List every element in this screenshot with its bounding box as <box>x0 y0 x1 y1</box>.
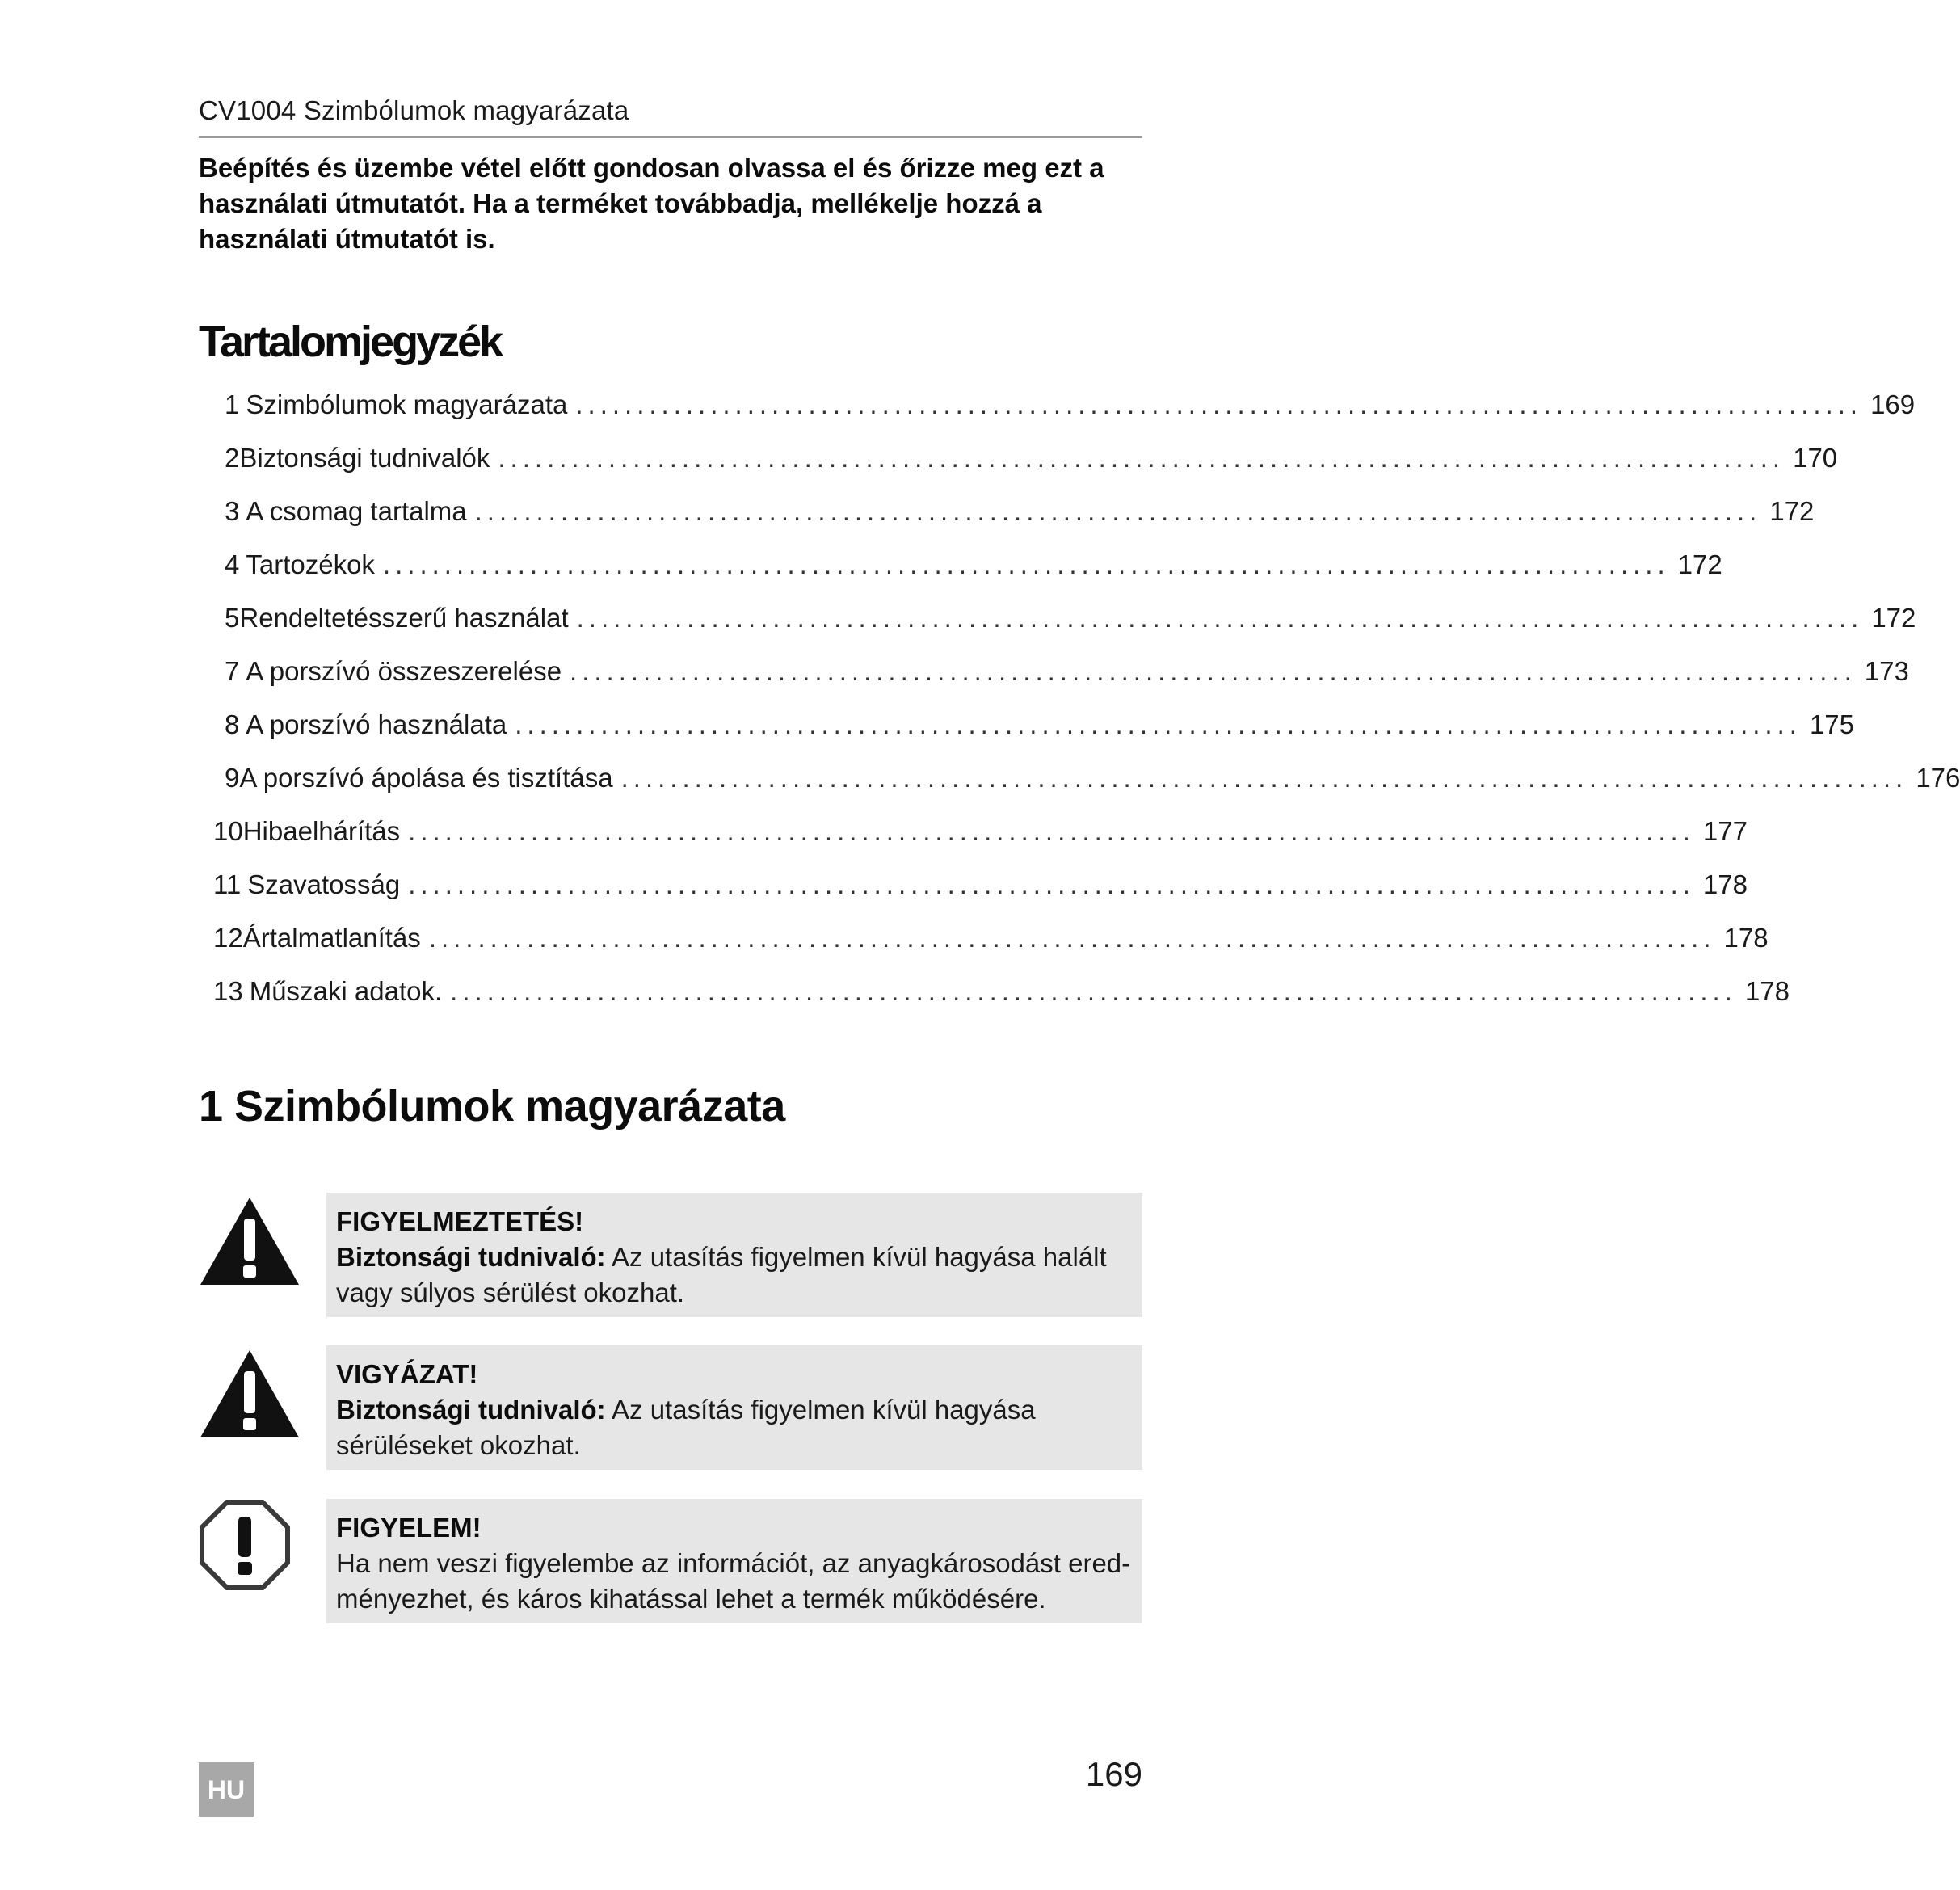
toc-leader-dots: ......................................................................................................... <box>382 549 1670 579</box>
toc-entry-page: 178 <box>1744 976 1790 1006</box>
running-header: CV1004 Szimbólumok magyarázata <box>199 95 629 125</box>
notice-box <box>326 1499 1142 1623</box>
toc-entry-number: 11 <box>213 869 242 899</box>
toc-leader-dots: ......................................................................................................... <box>570 656 1857 686</box>
toc-entry-label: Biztonsági tudnivalók <box>239 443 490 473</box>
toc-entry[interactable] <box>225 603 1916 643</box>
intro-notice: Beépítés és üzembe vétel előtt gondosan olvassa el és őrizze meg ezt a használati útmutatót. Ha a terméket továbbadja, mellékelje hozzá a használati útmutatót is. <box>199 153 1104 254</box>
toc-entry-label: Tartozékok <box>246 549 375 579</box>
notice-title: VIGYÁZAT! <box>336 1359 478 1389</box>
toc-leader-dots: ......................................................................................................... <box>575 389 1863 419</box>
toc-entry-number: 5 <box>225 603 240 633</box>
warning-triangle-icon <box>199 1196 301 1286</box>
toc-entry-number: 3 <box>225 496 240 526</box>
toc-entry-number: 8 <box>225 709 240 739</box>
toc-entry[interactable] <box>225 549 1722 590</box>
notice-lead: Biztonsági tudnivaló: <box>336 1242 606 1272</box>
notice-lead: Biztonsági tudnivaló: <box>336 1395 606 1425</box>
toc-leader-dots: ......................................................................................................... <box>474 496 1762 526</box>
toc-entry-page: 175 <box>1809 709 1854 739</box>
notice-attention <box>199 1499 1142 1628</box>
toc-entry-label: A csomag tartalma <box>246 496 467 526</box>
toc-entry-label: A porszívó összeszerelése <box>246 656 562 686</box>
notice-body: Az utasítás figyelmen kívül hagyása halált vagy súlyos sérülést okozhat. <box>336 1242 1107 1307</box>
toc-entry-page: 178 <box>1702 869 1748 899</box>
toc-leader-dots: ......................................................................................................... <box>515 709 1802 739</box>
toc-leader-dots: ......................................................................................................... <box>620 763 1908 793</box>
toc-entry-label: A porszívó ápolása és tisztítása <box>239 763 613 793</box>
toc-entry-label: Ártalmatlanítás <box>242 923 421 953</box>
notice-text <box>336 1392 1131 1463</box>
toc-entry-number: 10 <box>213 816 243 846</box>
toc-entry-page: 170 <box>1793 443 1838 473</box>
notice-box <box>326 1193 1142 1317</box>
toc-leader-dots: ......................................................................................................... <box>498 443 1785 473</box>
toc-entry[interactable] <box>225 389 1916 430</box>
toc-entry[interactable] <box>213 816 1748 857</box>
toc-entry[interactable] <box>213 923 1769 963</box>
toc-entry-label: Szimbólumok magyarázata <box>246 389 568 419</box>
toc-entry-number: 2 <box>225 443 240 473</box>
notice-text <box>336 1546 1131 1617</box>
toc-leader-dots: ......................................................................................................... <box>450 976 1737 1006</box>
toc-entry-number: 9 <box>225 763 240 793</box>
toc-entry[interactable] <box>225 763 1960 803</box>
toc-entry-number: 1 <box>225 389 240 419</box>
octagon-exclamation-icon <box>199 1499 291 1591</box>
warning-triangle-icon <box>199 1349 301 1439</box>
toc-entry[interactable] <box>225 443 1838 483</box>
language-badge: HU <box>199 1762 254 1817</box>
toc-entry-page: 172 <box>1871 603 1916 633</box>
header-divider <box>199 136 1142 138</box>
toc-entry-page: 177 <box>1702 816 1748 846</box>
toc-entry[interactable] <box>225 496 1815 537</box>
toc-entry-number: 12 <box>213 923 243 953</box>
notice-body: Az utasítás figyelmen kívül hagyása sérüléseket okozhat. <box>336 1395 1036 1460</box>
toc-entry-page: 169 <box>1870 389 1916 419</box>
notice-body: Ha nem veszi figyelembe az információt, az anyagkárosodást eredményezhet, és káros kihatással lehet a termék működésére. <box>336 1548 1131 1614</box>
toc-entry-label: Hibaelhárítás <box>242 816 401 846</box>
notice-title: FIGYELEM! <box>336 1513 482 1543</box>
toc-leader-dots: ......................................................................................................... <box>576 603 1864 633</box>
toc-entry-number: 13 <box>213 976 243 1006</box>
toc-entry-page: 178 <box>1723 923 1769 953</box>
toc-entry[interactable] <box>225 656 1909 697</box>
toc-entry-page: 172 <box>1677 549 1722 579</box>
toc-leader-dots: ......................................................................................................... <box>408 816 1695 846</box>
toc-entry-page: 173 <box>1864 656 1909 686</box>
page-number: 169 <box>1085 1755 1142 1793</box>
toc-entry-label: Szavatosság <box>247 869 401 899</box>
toc-entry-label: A porszívó használata <box>246 709 507 739</box>
toc-leader-dots: ......................................................................................................... <box>428 923 1716 953</box>
toc-entry-page: 176 <box>1916 763 1960 793</box>
toc-entry[interactable] <box>213 976 1790 1017</box>
toc-title: Tartalomjegyzék <box>199 318 502 366</box>
notice-title: FIGYELMEZTETÉS! <box>336 1206 584 1236</box>
toc-entry[interactable] <box>213 869 1748 910</box>
notice-caution <box>199 1345 1142 1475</box>
toc-entry-number: 4 <box>225 549 240 579</box>
notice-warning <box>199 1193 1142 1322</box>
toc-leader-dots: ......................................................................................................... <box>408 869 1695 899</box>
toc-entry[interactable] <box>225 709 1854 750</box>
toc-entry-label: Műszaki adatok. <box>249 976 443 1006</box>
toc-entry-label: Rendeltetésszerű használat <box>239 603 569 633</box>
notice-box <box>326 1345 1142 1470</box>
section-heading: 1 Szimbólumok magyarázata <box>199 1082 785 1130</box>
notice-text <box>336 1240 1131 1311</box>
toc-entry-page: 172 <box>1769 496 1815 526</box>
toc-entry-number: 7 <box>225 656 240 686</box>
